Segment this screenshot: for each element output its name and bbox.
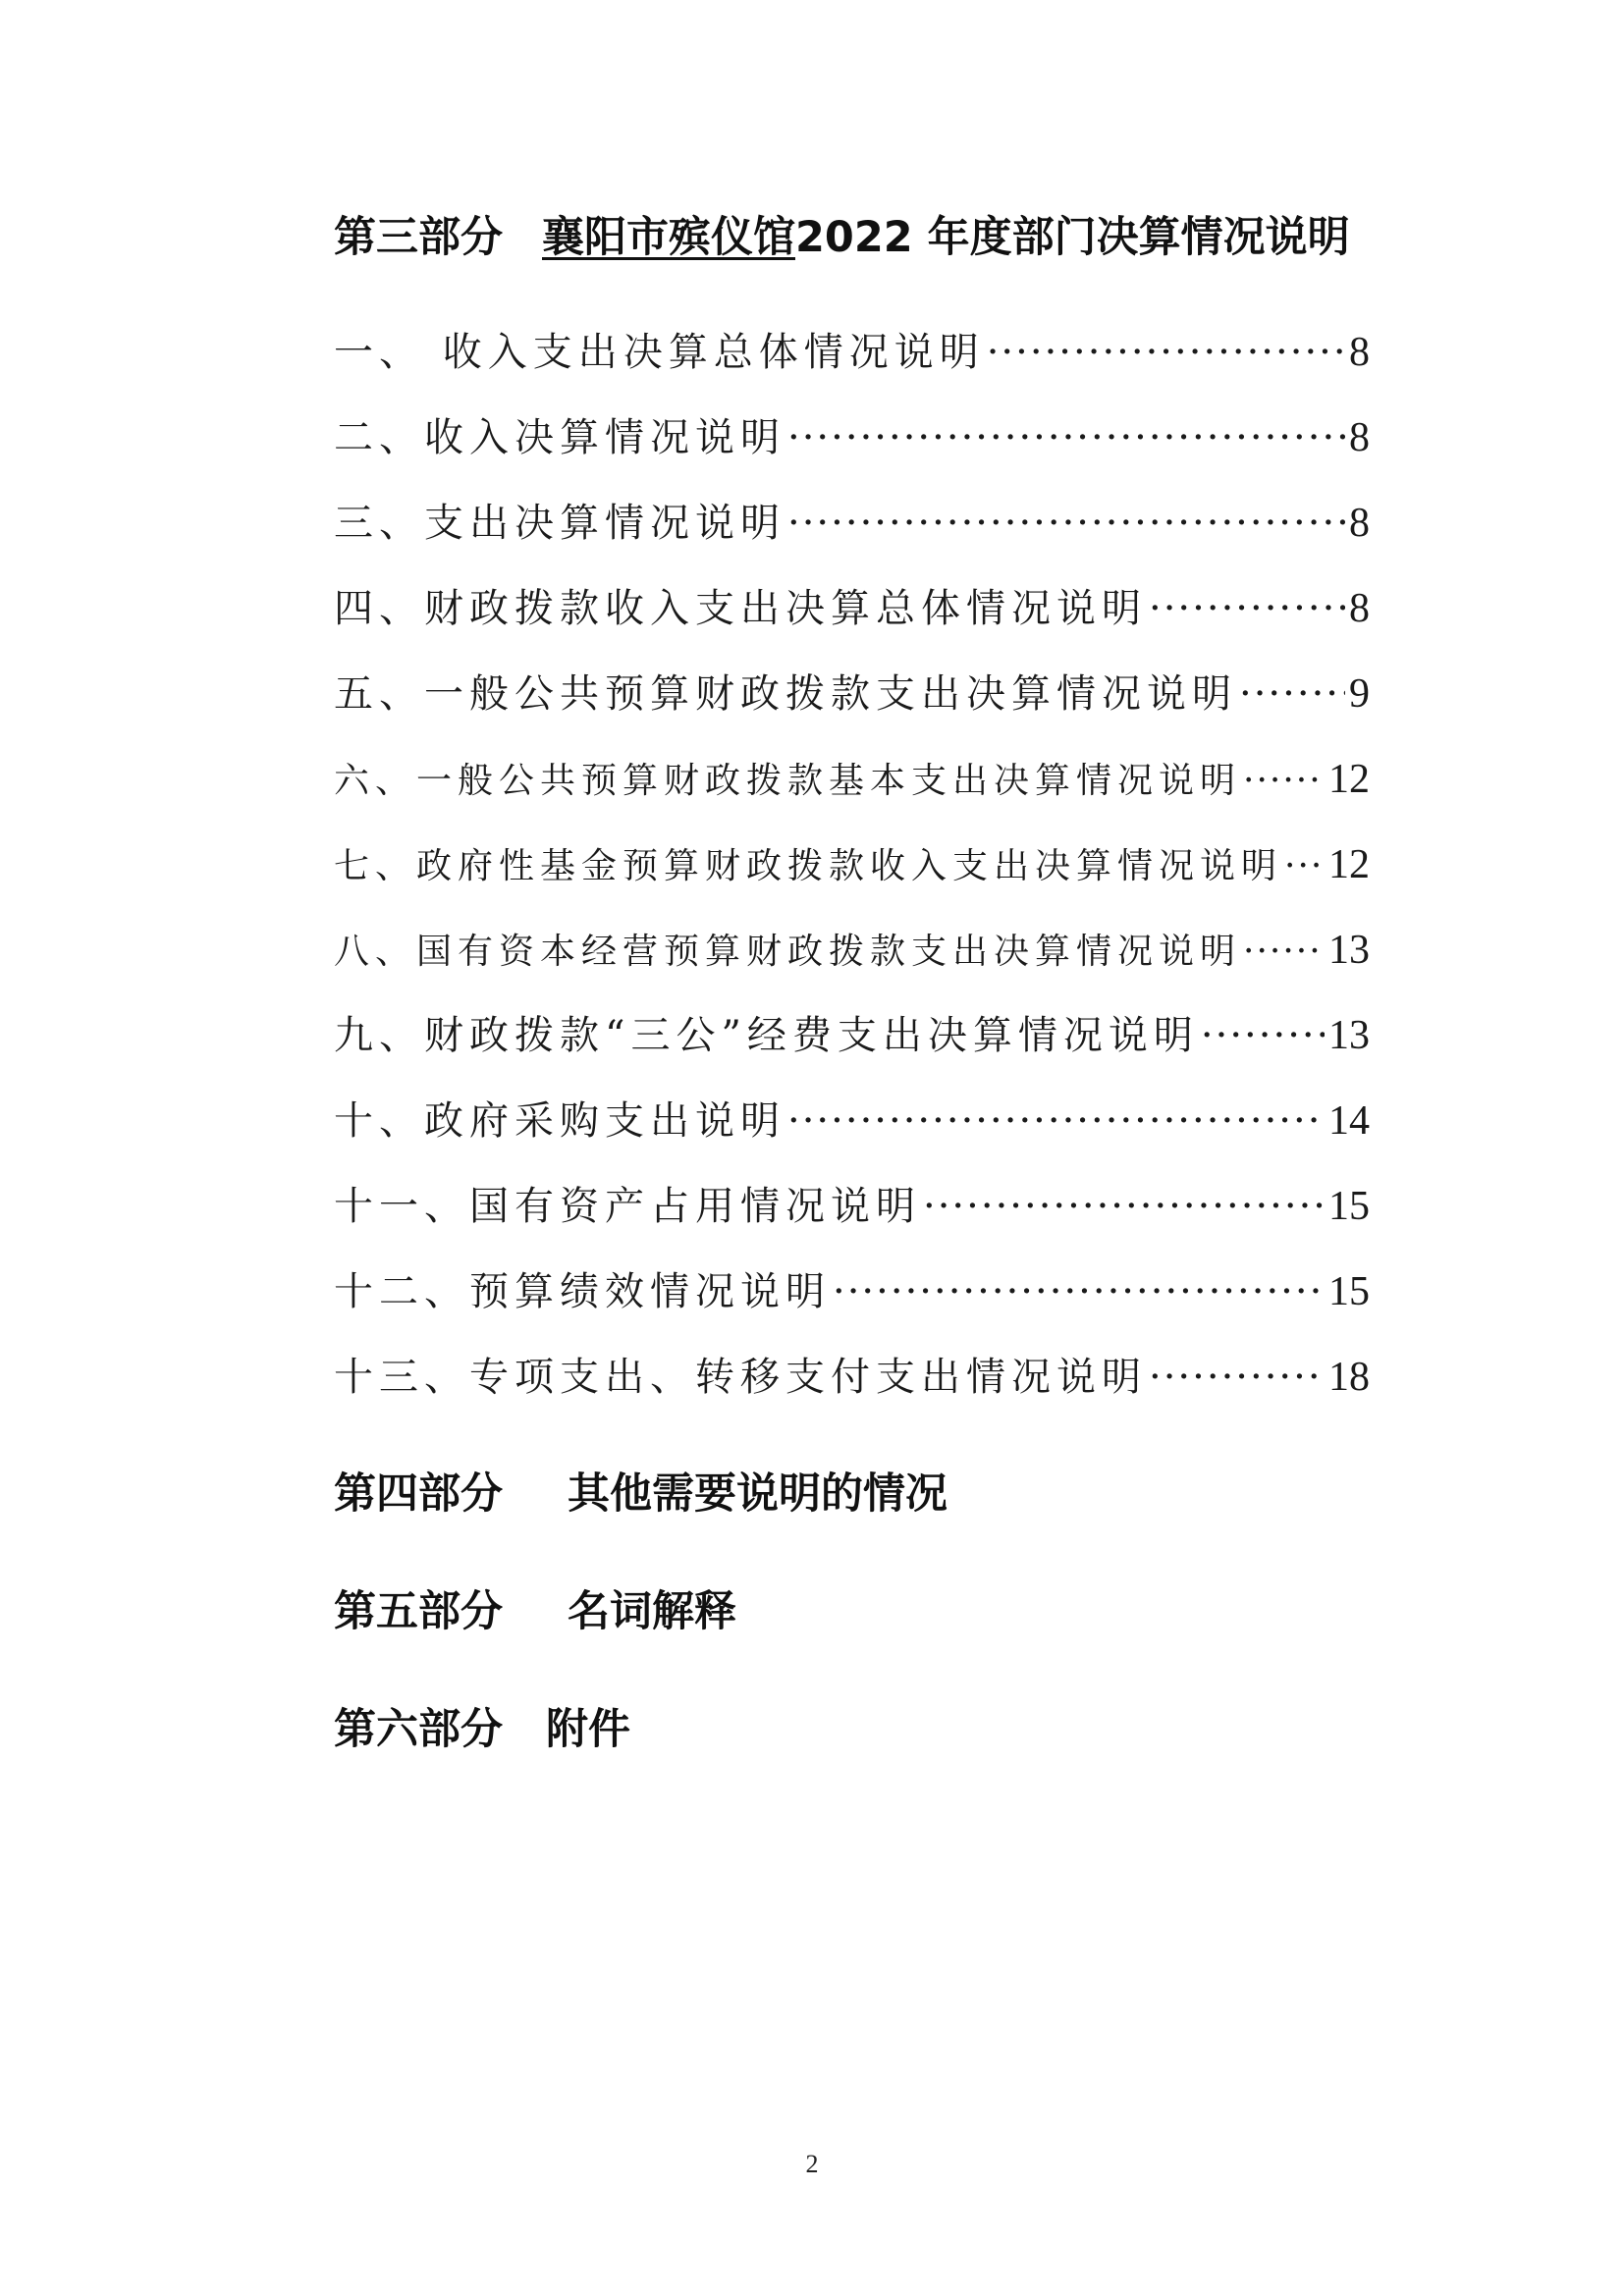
part3-heading bbox=[334, 208, 1350, 267]
part5-label: 第五部分 bbox=[334, 1587, 503, 1636]
toc-entry-10 bbox=[334, 1092, 1370, 1150]
toc-entry-title: 七、政府性基金预算财政拨款收入支出决算情况说明 bbox=[334, 846, 1283, 886]
part3-label: 第三部分 bbox=[334, 213, 503, 262]
part4-title: 其他需要说明的情况 bbox=[568, 1469, 947, 1519]
toc-entry-page: 18 bbox=[1328, 1355, 1370, 1400]
toc-entry-title: 十二、预算绩效情况说明 bbox=[334, 1269, 831, 1314]
toc-leader-dots bbox=[1243, 923, 1325, 982]
toc-entry-title: 九、财政拨款“三公”经费支出决算情况说明 bbox=[334, 1013, 1199, 1058]
toc-entry-page: 14 bbox=[1328, 1098, 1370, 1144]
toc-entry-title: 六、一般公共预算财政拨款基本支出决算情况说明 bbox=[334, 761, 1242, 801]
toc-entry-title: 五、一般公共预算财政拨款支出决算情况说明 bbox=[334, 671, 1237, 717]
page-number: 2 bbox=[805, 2150, 819, 2178]
toc-entry-title: 三、支出决算情况说明 bbox=[334, 501, 785, 546]
part6-title: 附件 bbox=[546, 1705, 630, 1754]
toc-entry-page: 13 bbox=[1328, 1013, 1370, 1058]
toc-entry-page: 8 bbox=[1349, 415, 1370, 460]
toc-entry-1 bbox=[334, 323, 1370, 382]
toc-entry-title: 二、收入决算情况说明 bbox=[334, 415, 785, 460]
toc-leader-dots bbox=[1149, 579, 1345, 638]
toc-entry-title: 八、国有资本经营预算财政拨款支出决算情况说明 bbox=[334, 932, 1242, 972]
toc-leader-dots bbox=[833, 1262, 1325, 1321]
toc-entry-7 bbox=[334, 835, 1370, 896]
part4-label: 第四部分 bbox=[334, 1469, 503, 1519]
toc-leader-dots bbox=[787, 1092, 1325, 1150]
toc-entry-page: 9 bbox=[1349, 671, 1370, 717]
toc-entry-page: 15 bbox=[1328, 1184, 1370, 1229]
toc-entry-13 bbox=[334, 1348, 1370, 1407]
toc-entry-page: 12 bbox=[1328, 757, 1370, 802]
toc-entry-page: 8 bbox=[1349, 586, 1370, 631]
part3-title-rest: 2022 年度部门决算情况说明 bbox=[795, 213, 1350, 262]
toc-entry-title: 十、政府采购支出说明 bbox=[334, 1098, 785, 1144]
toc-entry-5 bbox=[334, 665, 1370, 723]
toc-entry-title: 一、 收入支出决算总体情况说明 bbox=[334, 330, 985, 375]
toc-entry-3 bbox=[334, 494, 1370, 553]
toc-entry-9 bbox=[334, 1006, 1370, 1065]
toc-entry-page: 12 bbox=[1328, 842, 1370, 887]
toc-entry-11 bbox=[334, 1177, 1370, 1236]
toc-leader-dots bbox=[987, 323, 1345, 382]
toc-entry-6 bbox=[334, 750, 1370, 811]
part5-title: 名词解释 bbox=[568, 1587, 736, 1636]
toc-entry-title: 十三、专项支出、转移支付支出情况说明 bbox=[334, 1355, 1147, 1400]
part5-heading bbox=[334, 1582, 736, 1641]
toc-entry-page: 13 bbox=[1328, 928, 1370, 973]
toc-entry-title: 四、财政拨款收入支出决算总体情况说明 bbox=[334, 586, 1147, 631]
toc-entry-8 bbox=[334, 921, 1370, 982]
toc-leader-dots bbox=[1239, 665, 1345, 723]
toc-leader-dots bbox=[1284, 837, 1325, 896]
part6-label: 第六部分 bbox=[334, 1705, 503, 1754]
toc-leader-dots bbox=[787, 494, 1345, 553]
toc-entry-4 bbox=[334, 579, 1370, 638]
toc-entry-page: 8 bbox=[1349, 330, 1370, 375]
toc-leader-dots bbox=[787, 408, 1345, 467]
toc-leader-dots bbox=[1243, 752, 1325, 811]
toc-entry-page: 8 bbox=[1349, 501, 1370, 546]
part6-heading bbox=[334, 1700, 630, 1759]
toc-leader-dots bbox=[1201, 1006, 1325, 1065]
toc-leader-dots bbox=[923, 1177, 1325, 1236]
part4-heading bbox=[334, 1465, 947, 1523]
toc-entry-title: 十一、国有资产占用情况说明 bbox=[334, 1184, 921, 1229]
toc-entry-page: 15 bbox=[1328, 1269, 1370, 1314]
toc-leader-dots bbox=[1149, 1348, 1325, 1407]
part3-org-name: 襄阳市殡仪馆 bbox=[542, 213, 795, 262]
toc-entry-2 bbox=[334, 408, 1370, 467]
toc-entry-12 bbox=[334, 1262, 1370, 1321]
